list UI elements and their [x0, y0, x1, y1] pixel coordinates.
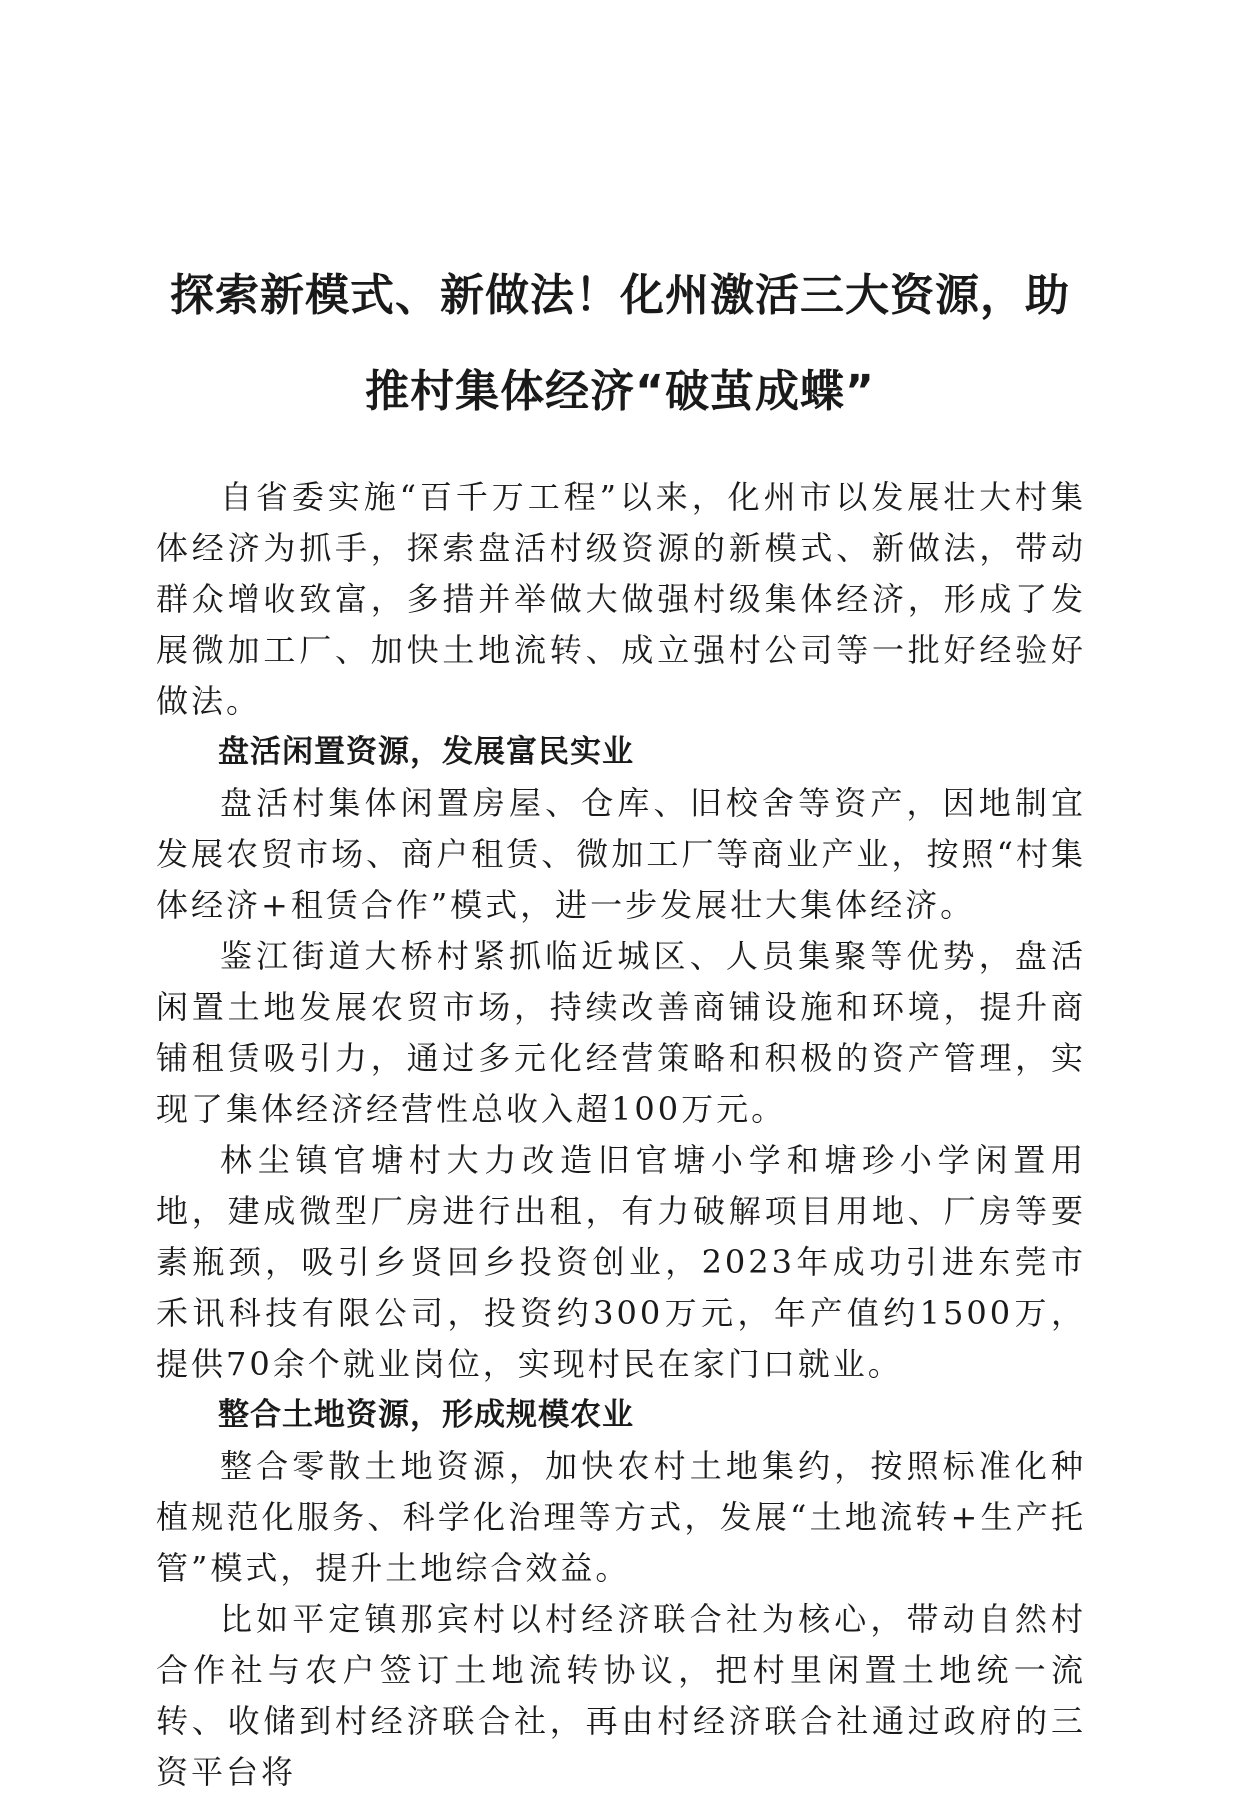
section-1-heading: 盘活闲置资源，发展富民实业 [218, 734, 634, 770]
section-2-heading: 整合土地资源，形成规模农业 [218, 1397, 634, 1433]
section-1-paragraph-3: 林尘镇官塘村大力改造旧官塘小学和塘珍小学闲置用地，建成微型厂房进行出租，有力破解项目用地、厂房等要素瓶颈，吸引乡贤回乡投资创业，2023年成功引进东莞市禾讯科技有限公司，投资约300万元，年产值约1500万，提供70余个就业岗位，实现村民在家门口就业。 [156, 1141, 1086, 1383]
article-title-line-1: 探索新模式、新做法！化州激活三大资源，助 [170, 270, 1070, 321]
section-1-paragraph-1: 盘活村集体闲置房屋、仓库、旧校舍等资产，因地制宜发展农贸市场、商户租赁、微加工厂等商业产业，按照“村集体经济+租赁合作”模式，进一步发展壮大集体经济。 [156, 784, 1086, 924]
section-2-paragraph-1: 整合零散土地资源，加快农村土地集约，按照标准化种植规范化服务、科学化治理等方式，发展“土地流转+生产托管”模式，提升土地综合效益。 [156, 1447, 1086, 1587]
section-1-paragraph-2: 鉴江街道大桥村紧抓临近城区、人员集聚等优势，盘活闲置土地发展农贸市场，持续改善商铺设施和环境，提升商铺租赁吸引力，通过多元化经营策略和积极的资产管理，实现了集体经济经营性总收入超100万元。 [156, 937, 1086, 1128]
article-title-line-2: 推村集体经济“破茧成蝶” [365, 366, 875, 417]
section-2-paragraph-2: 比如平定镇那宾村以村经济联合社为核心，带动自然村合作社与农户签订土地流转协议，把村里闲置土地统一流转、收储到村经济联合社，再由村经济联合社通过政府的三资平台将 [156, 1600, 1086, 1791]
article-title [150, 248, 1090, 440]
article-body [156, 472, 1086, 1798]
intro-paragraph: 自省委实施“百千万工程”以来，化州市以发展壮大村集体经济为抓手，探索盘活村级资源的新模式、新做法，带动群众增收致富，多措并举做大做强村级集体经济，形成了发展微加工厂、加快土地流转、成立强村公司等一批好经验好做法。 [156, 478, 1086, 720]
